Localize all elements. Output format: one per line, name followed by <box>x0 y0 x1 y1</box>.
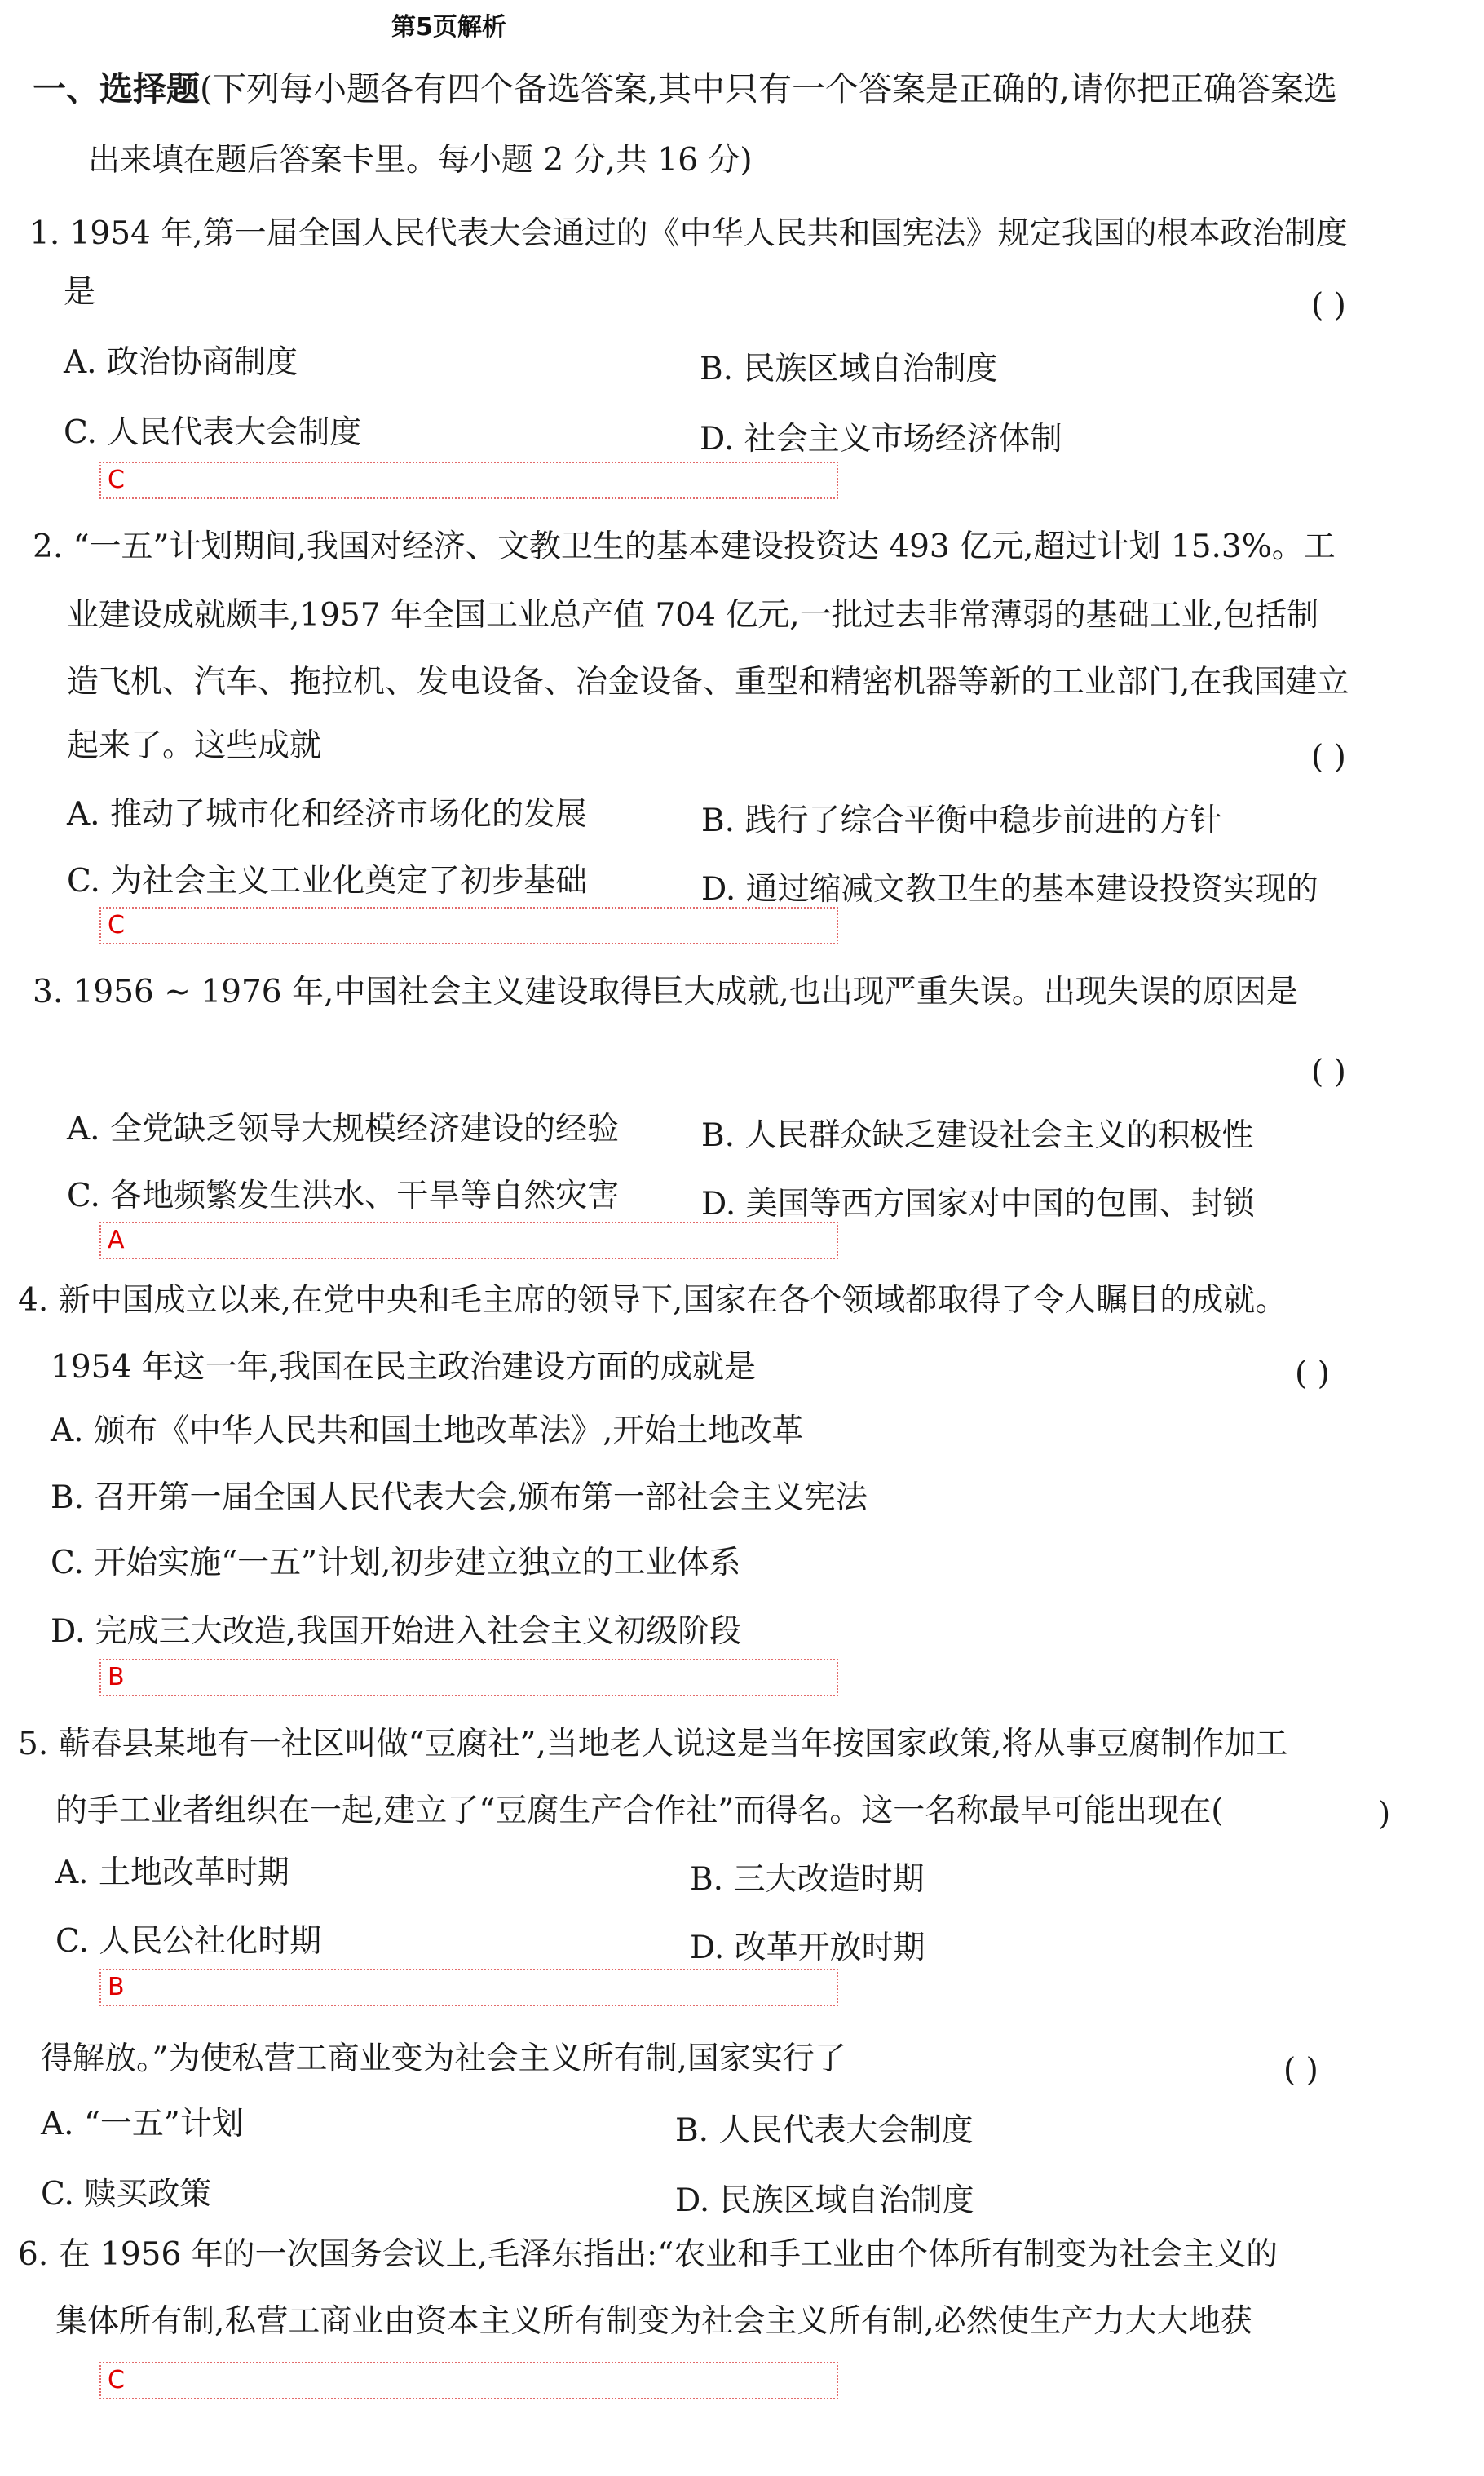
q6-option-c: C. 赎买政策 <box>41 2176 212 2213</box>
q1-answer-bracket: ( ) <box>1311 287 1346 324</box>
q1-answer-box <box>99 462 838 499</box>
q2-stem-line2: 业建设成就颇丰,1957 年全国工业总产值 704 亿元,一批过去非常薄弱的基础工业,包括制 <box>67 597 1319 634</box>
q1-option-c: C. 人民代表大会制度 <box>64 414 362 451</box>
q4-answer: B <box>108 1663 125 1691</box>
q4-answer-bracket: ( ) <box>1295 1355 1330 1392</box>
q4-option-b: B. 召开第一届全国人民代表大会,颁布第一部社会主义宪法 <box>51 1479 868 1516</box>
q1-stem-line1: 1. 1954 年,第一届全国人民代表大会通过的《中华人民共和国宪法》规定我国的根本政治制度 <box>29 215 1348 252</box>
q2-answer-box <box>99 907 838 944</box>
q3-option-d: D. 美国等西方国家对中国的包围、封锁 <box>701 1186 1255 1223</box>
q2-option-b: B. 践行了综合平衡中稳步前进的方针 <box>701 802 1222 839</box>
q3-option-a: A. 全党缺乏领导大规模经济建设的经验 <box>67 1111 619 1147</box>
q6-option-b: B. 人民代表大会制度 <box>675 2112 974 2149</box>
q4-answer-box <box>99 1659 838 1696</box>
q2-answer: C <box>108 911 125 940</box>
q5-stem-line2: 的手工业者组织在一起,建立了“豆腐生产合作社”而得名。这一名称最早可能出现在( <box>55 1793 1224 1829</box>
q5-option-d: D. 改革开放时期 <box>690 1930 925 1966</box>
q6-answer-box <box>99 2362 838 2399</box>
q6-carry-line: 得解放。”为使私营工商业变为社会主义所有制,国家实行了 <box>41 2040 846 2077</box>
q3-answer-bracket: ( ) <box>1311 1054 1346 1090</box>
q6-stem-line2: 集体所有制,私营工商业由资本主义所有制变为社会主义所有制,必然使生产力大大地获 <box>55 2303 1252 2340</box>
q4-option-c: C. 开始实施“一五”计划,初步建立独立的工业体系 <box>51 1545 741 1581</box>
q6-option-d: D. 民族区域自治制度 <box>675 2182 974 2219</box>
q1-option-a: A. 政治协商制度 <box>64 344 298 381</box>
q2-option-a: A. 推动了城市化和经济市场化的发展 <box>67 796 587 833</box>
q2-stem-line4: 起来了。这些成就 <box>67 727 322 764</box>
section-title-label: 一、选择题 <box>33 69 200 108</box>
q4-stem-line2: 1954 年这一年,我国在民主政治建设方面的成就是 <box>51 1349 757 1386</box>
q6-answer-bracket: ( ) <box>1283 2052 1318 2089</box>
q3-answer: A <box>108 1226 125 1254</box>
q2-stem-line3: 造飞机、汽车、拖拉机、发电设备、冶金设备、重型和精密机器等新的工业部门,在我国建立 <box>67 664 1349 701</box>
q5-bracket-close: ) <box>1378 1796 1391 1833</box>
q3-option-c: C. 各地频繁发生洪水、干旱等自然灾害 <box>67 1178 620 1214</box>
q6-answer: C <box>108 2366 125 2394</box>
q5-option-c: C. 人民公社化时期 <box>55 1923 322 1960</box>
q2-option-c: C. 为社会主义工业化奠定了初步基础 <box>67 863 588 900</box>
q5-answer-box <box>99 1969 838 2006</box>
page-header-title: 第5页解析 <box>391 13 506 42</box>
q1-option-d: D. 社会主义市场经济体制 <box>700 421 1062 458</box>
q5-option-a: A. 土地改革时期 <box>55 1855 289 1891</box>
q1-stem-line2: 是 <box>64 274 96 311</box>
q5-option-b: B. 三大改造时期 <box>690 1861 925 1898</box>
q4-option-d: D. 完成三大改造,我国开始进入社会主义初级阶段 <box>51 1613 742 1650</box>
q2-stem-line1: 2. “一五”计划期间,我国对经济、文教卫生的基本建设投资达 493 亿元,超过计划 15.3%。工 <box>33 528 1336 565</box>
q2-answer-bracket: ( ) <box>1311 739 1346 776</box>
q6-stem-line1: 6. 在 1956 年的一次国务会议上,毛泽东指出:“农业和手工业由个体所有制变为社会主义的 <box>18 2236 1279 2273</box>
q4-option-a: A. 颁布《中华人民共和国土地改革法》,开始土地改革 <box>51 1413 804 1449</box>
q3-answer-box <box>99 1222 838 1259</box>
section-note-line2: 出来填在题后答案卡里。每小题 2 分,共 16 分) <box>88 142 753 179</box>
q1-option-b: B. 民族区域自治制度 <box>700 351 998 387</box>
q3-stem-line1: 3. 1956 ~ 1976 年,中国社会主义建设取得巨大成就,也出现严重失误。出现失误的原因是 <box>33 974 1298 1010</box>
q2-option-d: D. 通过缩减文教卫生的基本建设投资实现的 <box>701 871 1318 908</box>
section-title <box>33 69 1337 109</box>
section-note-line1: (下列每小题各有四个备选答案,其中只有一个答案是正确的,请你把正确答案选 <box>200 69 1338 108</box>
q5-stem-line1: 5. 蕲春县某地有一社区叫做“豆腐社”,当地老人说这是当年按国家政策,将从事豆腐制作加工 <box>18 1726 1288 1762</box>
q1-answer: C <box>108 466 125 494</box>
q4-stem-line1: 4. 新中国成立以来,在党中央和毛主席的领导下,国家在各个领域都取得了令人瞩目的成就。 <box>18 1282 1287 1319</box>
q5-answer: B <box>108 1973 125 2001</box>
q3-option-b: B. 人民群众缺乏建设社会主义的积极性 <box>701 1117 1254 1154</box>
q6-option-a: A. “一五”计划 <box>41 2106 244 2142</box>
